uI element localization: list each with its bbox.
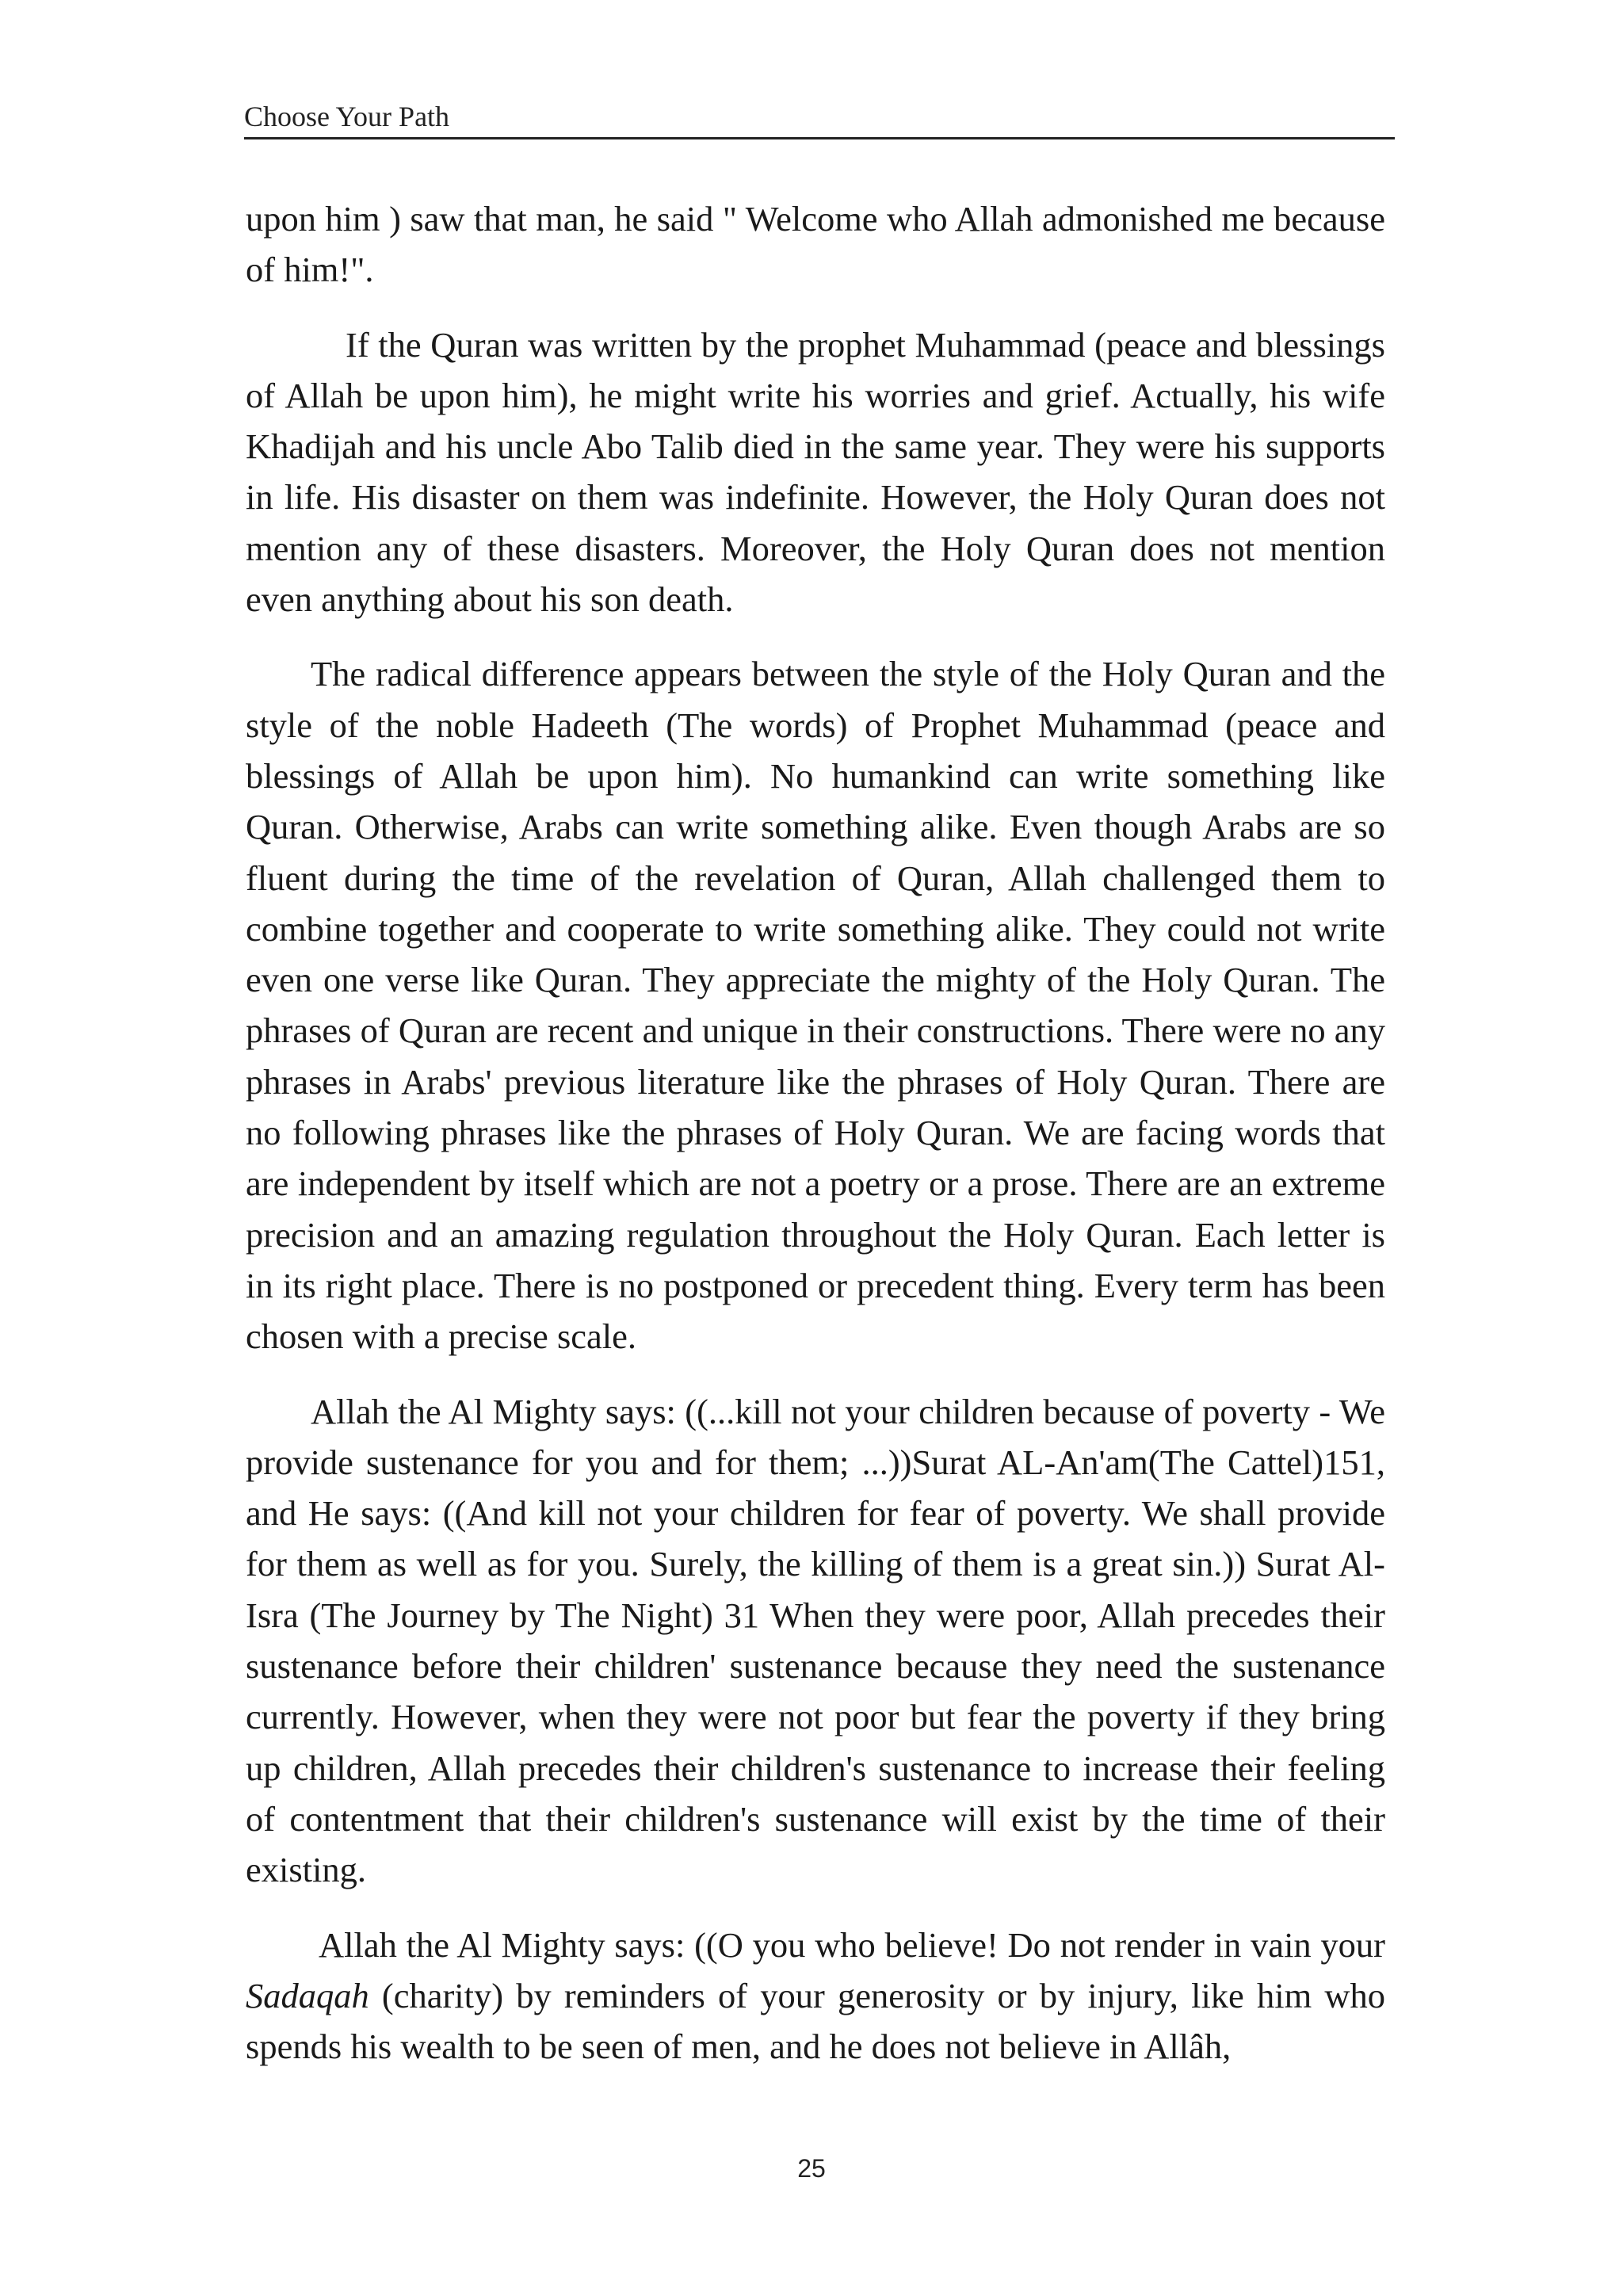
sadaqah-text-before: Allah the Al Mighty says: ((O you who believe! Do not render in vain your [319, 1924, 1385, 1965]
running-header-title: Choose Your Path [244, 101, 450, 132]
paragraph-style-difference: The radical difference appears between the style of the Holy Quran and the style of the noble Hadeeth (The words) of Prophet Muhammad (peace and blessings of Allah be upon him). No humankind can write something like Quran. Otherwise, Arabs can write something alike. Even though Arabs are so fluent during the time of the revelation of Quran, Allah challenged them to combine together and cooperate to write something alike. They could not write even one verse like Quran. They appreciate the mighty of the Holy Quran. The phrases of Quran are recent and unique in their constructions. There were no any phrases in Arabs' previous literature like the phrases of Holy Quran. There are no following phrases like the phrases of Holy Quran. We are facing words that are independent by itself which are not a poetry or a prose. There are an extreme precision and an amazing regulation throughout the Holy Quran. Each letter is in its right place. There is no postponed or precedent thing. Every term has been chosen with a precise scale. [246, 654, 1385, 1357]
sadaqah-text-after: (charity) by reminders of your generosity or by injury, like him who spends his wealth to be seen of men, and he does not believe in Allâh, [246, 1975, 1385, 2067]
sadaqah-italic-term: Sadaqah [246, 1975, 369, 2015]
body-text [246, 193, 1385, 2095]
paragraph-quran-authorship: If the Quran was written by the prophet Muhammad (peace and blessings of Allah be upon him), he might write his worries and grief. Actually, his wife Khadijah and his uncle Abo Talib died in the same year. They were his supports in life. His disaster on them was indefinite. However, the Holy Quran does not mention any of these disasters. Moreover, the Holy Quran does not mention even anything about his son death. [246, 324, 1385, 620]
paragraph-continuation: upon him ) saw that man, he said " Welcome who Allah admonished me because of him!". [246, 199, 1385, 290]
paragraph-sustenance-verses: Allah the Al Mighty says: ((...kill not your children because of poverty - We provide sustenance for you and for them; ...))Surat AL-An'am(The Cattel)151, and He says: ((And kill not your children for fear of poverty. We shall provide for them as well as for you. Surely, the killing of them is a great sin.)) Surat Al-Isra (The Journey by The Night) 31 When they were poor, Allah precedes their sustenance before their children' sustenance because they need the sustenance currently. However, when they were not poor but fear the poverty if they bring up children, Allah precedes their children's sustenance to increase their feeling of contentment that their children's sustenance will exist by the time of their existing. [246, 1391, 1385, 1890]
page-header [244, 94, 1395, 139]
paragraph-sadaqah-verse [246, 1920, 1385, 2073]
page-number: 25 [797, 2154, 826, 2183]
